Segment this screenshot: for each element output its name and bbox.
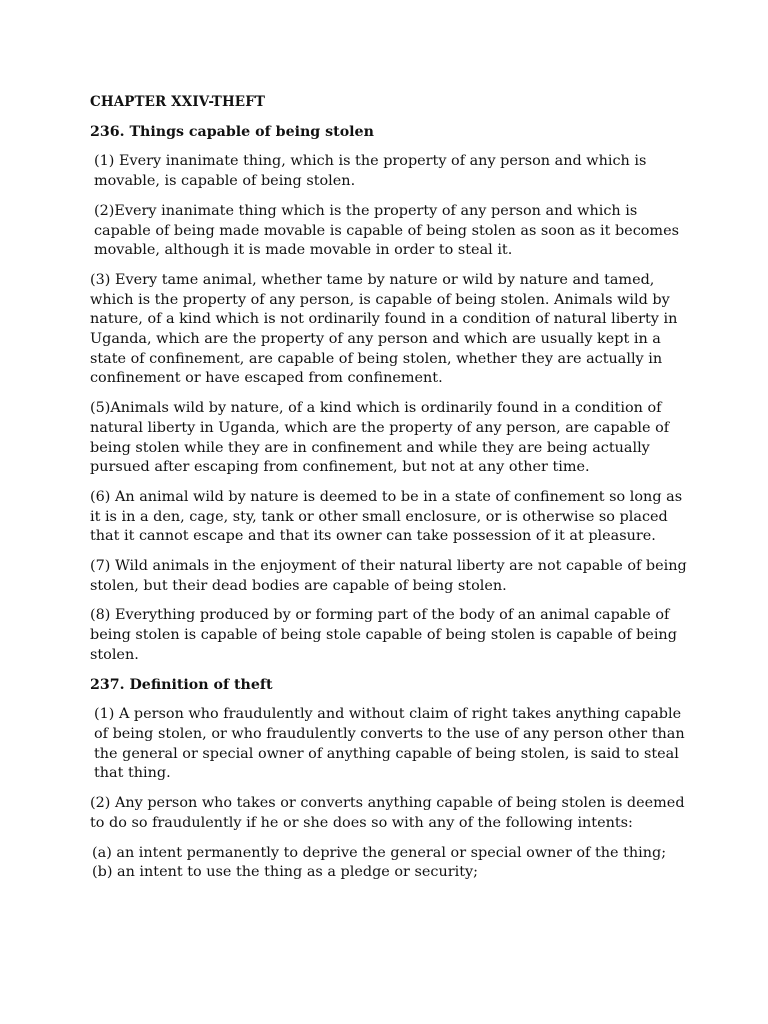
section-236-paragraph-2: (2)Every inanimate thing which is the property of any person and which is capable of being made movable is capable of being stolen as soon as it becomes movable, although it is made movable in order to steal it. bbox=[94, 202, 679, 259]
section-237-paragraph-1: (1) A person who fraudulently and without claim of right takes anything capable of being stolen, or who fraudulently converts to the use of any person other than the general or special owner of anything capable of being stolen, is said to steal that thing. bbox=[94, 706, 685, 782]
intent-item-b: (b) an intent to use the thing as a pledge or security; bbox=[92, 864, 478, 881]
chapter-title: CHAPTER XXIV-THEFT bbox=[90, 94, 266, 110]
document-page bbox=[90, 93, 690, 883]
section-236-paragraph-7: (7) Wild animals in the enjoyment of their natural liberty are not capable of being stolen, but their dead bodies are capable of being stolen. bbox=[90, 558, 687, 594]
section-236-paragraph-3: (3) Every tame animal, whether tame by nature or wild by nature and tamed, which is the property of any person, is capable of being stolen. Animals wild by nature, of a kind which is not ordinarily found in a condition of natural liberty in Uganda, which are the property of any person and which are usually kept in a state of confinement, are capable of being stolen, whether they are actually in confinement or have escaped from confinement. bbox=[90, 271, 678, 387]
intent-item-a: (a) an intent permanently to deprive the general or special owner of the thing; bbox=[92, 844, 667, 861]
section-236-paragraph-8: (8) Everything produced by or forming part of the body of an animal capable of being stolen is capable of being stole capable of being stolen is capable of being stolen. bbox=[90, 607, 677, 663]
section-237-heading: 237. Definition of theft bbox=[90, 676, 273, 693]
section-236-paragraph-6: (6) An animal wild by nature is deemed to be in a state of confinement so long as it is in a den, cage, sty, tank or other small enclosure, or is otherwise so placed that it cannot escape and that its owner can take possession of it at pleasure. bbox=[90, 488, 683, 545]
section-237-paragraph-2: (2) Any person who takes or converts anything capable of being stolen is deemed to do so fraudulently if he or she does so with any of the following intents: bbox=[90, 795, 685, 831]
section-236-paragraph-5: (5)Animals wild by nature, of a kind which is ordinarily found in a condition of natural liberty in Uganda, which are the property of any person, are capable of being stolen while they are in confinement and while they are being actually pursued after escaping from confinement, but not at any other time. bbox=[90, 400, 670, 476]
section-236-paragraph-1: (1) Every inanimate thing, which is the property of any person and which is movable, is capable of being stolen. bbox=[94, 153, 647, 190]
section-236-heading: 236. Things capable of being stolen bbox=[90, 123, 374, 140]
